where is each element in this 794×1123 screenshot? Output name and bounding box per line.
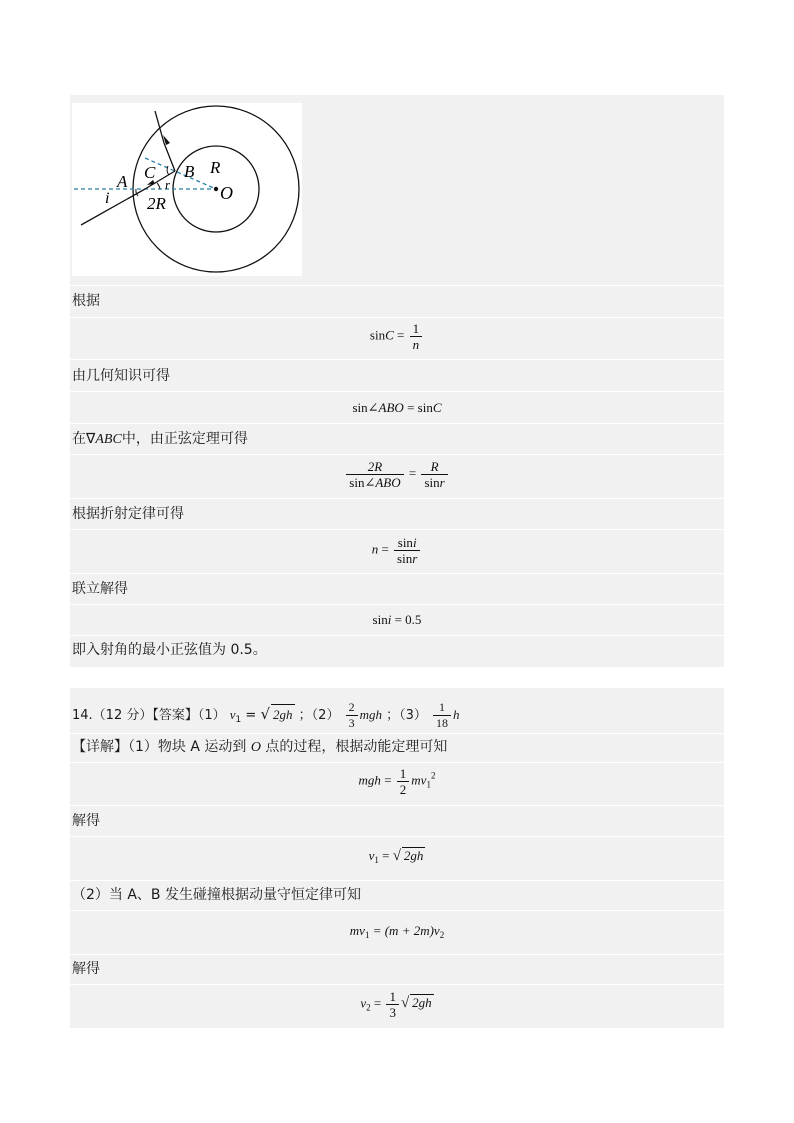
text-sine-law: 在∇ABC中，由正弦定理可得	[72, 431, 248, 447]
concentric-circles-diagram	[72, 103, 302, 276]
solution-block-14	[70, 688, 724, 1028]
label-r: R	[210, 158, 221, 177]
angle-r-arc	[157, 183, 160, 189]
label-c: C	[144, 163, 156, 182]
label-small-r: r	[165, 177, 171, 192]
text-geometry: 由几何知识可得	[72, 368, 170, 384]
formula-sinc: sinC = $\frac{1}{n}$	[70, 321, 724, 352]
text-jiede-2: 解得	[72, 961, 100, 977]
detail-text-1: 【详解】（1）物块 A 运动到 O 点的过程，根据动能定理可知	[72, 739, 448, 755]
optics-figure	[72, 103, 302, 276]
label-i: i	[105, 190, 110, 207]
answer-header: 14.（12 分）【答案】（1） $v_1$ = √ 2gh ；（2） $\frac{2}{3}$ mgh ；（3） $\frac{1}{18}$ h	[72, 700, 460, 730]
center-point	[214, 187, 218, 191]
text-solve: 联立解得	[72, 581, 128, 597]
text-jiede-1: 解得	[72, 813, 100, 829]
formula-sini: sini = 0.5	[372, 612, 422, 627]
detail-text-2: （2）当 A、B 发生碰撞根据动量守恒定律可知	[72, 887, 361, 903]
formula-sine-law: $\frac{2R}{\text{sin∠ABO}}$ = $\frac{R}{\sin r}$	[70, 459, 724, 490]
ob-dashed-line	[145, 158, 216, 189]
label-o: O	[220, 183, 233, 203]
formula-v1: $v_1$ = √ 2gh	[368, 848, 424, 865]
formula-momentum: $mv_1 = (m + 2m)v_2$	[349, 923, 445, 940]
solution-block-13	[70, 95, 724, 667]
exit-ray	[155, 111, 164, 143]
label-a: A	[117, 172, 128, 191]
text-refraction-law: 根据折射定律可得	[72, 506, 184, 522]
formula-energy: mgh = $\frac{1}{2}$ $mv_1^2$	[358, 766, 436, 797]
formula-v2: $v_2$ = $\frac{1}{3}$ √ 2gh	[360, 989, 432, 1020]
formula-sin-abo: sin∠ABO = sinC	[352, 400, 442, 415]
label-b: B	[184, 162, 195, 181]
text-conclusion: 即入射角的最小正弦值为 0.5。	[72, 642, 267, 658]
text-genju: 根据	[72, 293, 100, 309]
label-2r: 2R	[147, 194, 166, 213]
formula-n: n = $\frac{\sin i}{\sin r}$	[70, 535, 724, 566]
